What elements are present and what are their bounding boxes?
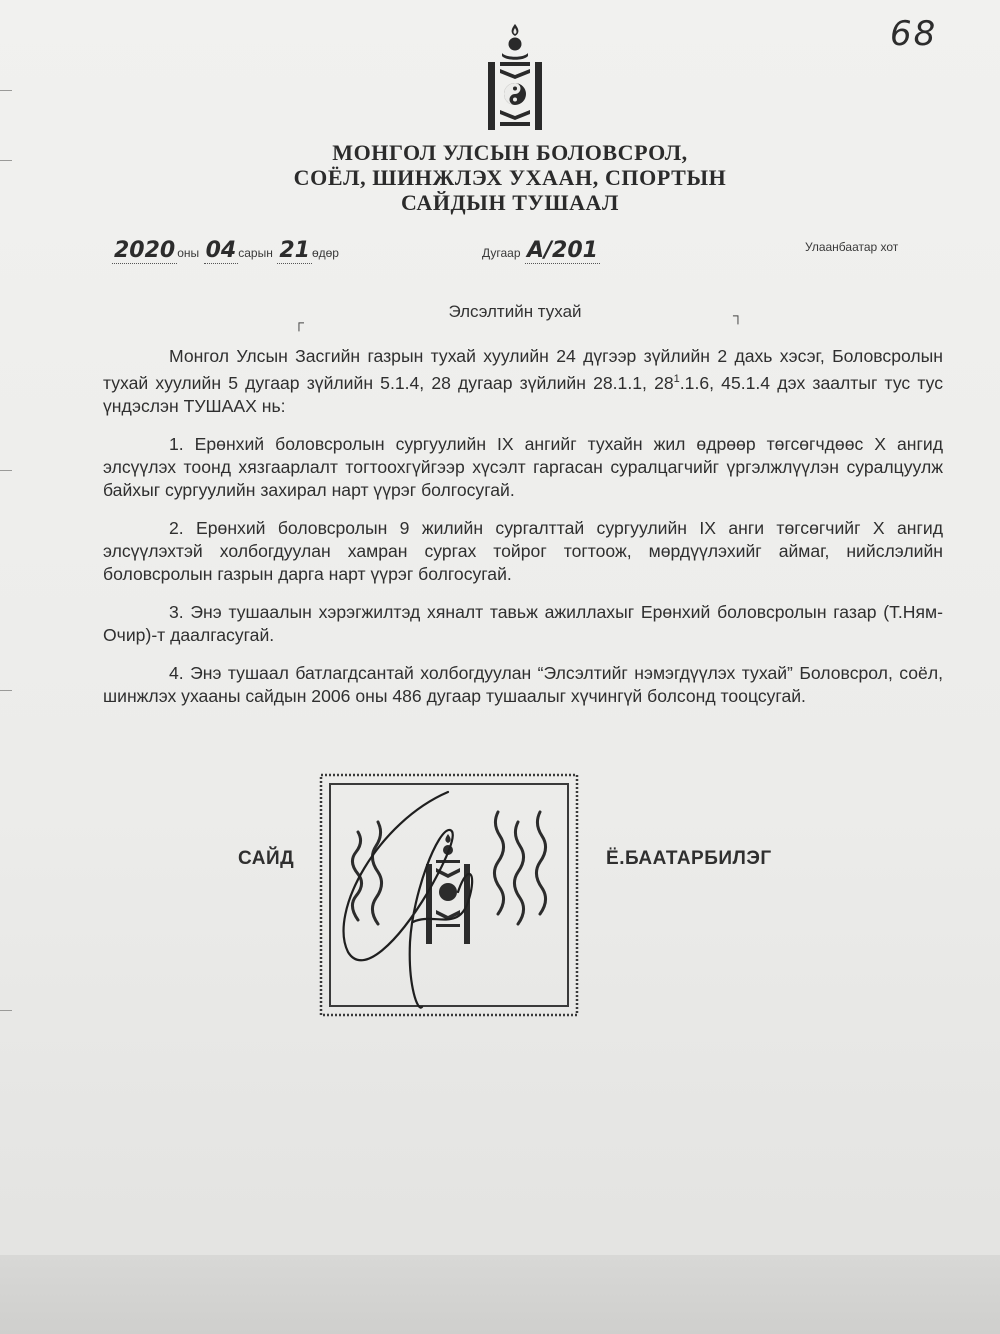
preamble-line: .1.6, 45.1.4 дэх заалтыг тус тус үндэслэн ТУШААХ нь: [103, 372, 944, 416]
order-item: 1. Ерөнхий боловсролын сургуулийн IX ангийг тухайн жил өдрөөр төгсөгчдөөс Х ангид элсүүлэх тоонд хязгаарлалт тогтоохгүйгээр хүсэлт гаргасан суралцагчийг үргэлжлүүлэн суралцуулж байхыг сургуулийн захирал нарт үүрэг болгосугай. [103, 433, 943, 500]
header-line: СОЁЛ, ШИНЖЛЭХ УХААН, СПОРТЫН [293, 165, 727, 190]
left-corner-mark: ┌ [294, 314, 304, 330]
date-month: 04 [205, 238, 237, 263]
preamble-line: Боловсролын тухай хуулийн 5 дугаар зүйлийн 5.1.4, 28 дугаар зүйлийн 28.1.1, [103, 346, 944, 393]
binder-mark [0, 690, 12, 691]
preamble [103, 345, 943, 418]
signer-name: Ё.БААТАРБИЛЭГ [606, 848, 772, 869]
signer-title: САЙД [238, 848, 295, 869]
official-seal-icon [318, 772, 580, 1018]
order-item: 3. Энэ тушаалын хэрэгжилтэд хяналт тавьж ажиллахыг Ерөнхий боловсролын газар (Т.Ням-Очир)-т даалгасугай. [103, 601, 943, 645]
header-line: МОНГОЛ УЛСЫН БОЛОВСРОЛ, [332, 140, 688, 165]
preamble-line: Монгол Улсын Засгийн газрын тухай хуулийн 24 дүгээр зүйлийн 2 дахь хэсэг, [169, 346, 825, 366]
order-item: 4. Энэ тушаал батлагдсантай холбогдуулан “Элсэлтийг нэмэгдүүлэх тухай” Боловсрол, соёл, шинжлэх ухааны сайдын 2006 оны 486 дугаар тушаалыг хүчингүй болсонд тооцсугай. [103, 662, 943, 706]
number-label: Дугаар [482, 246, 521, 260]
binder-mark [0, 160, 12, 161]
right-corner-mark: ┐ [733, 307, 743, 323]
preamble-line: 28 [654, 372, 674, 393]
day-label: өдөр [311, 246, 339, 260]
binder-mark [0, 470, 12, 471]
page-number: 68 [890, 14, 938, 54]
binder-mark [0, 90, 12, 91]
order-item: 2. Ерөнхий боловсролын 9 жилийн сургалттай сургуулийн IX анги төгсөгчийг Х ангид элсүүлэхтэй холбогдуулан хамран сургах тойрог тогтоож, мөрдүүлэхийг аймаг, нийслэлийн боловсролын газрын дарга нарт үүрэг болгосугай. [103, 517, 943, 584]
scan-shadow [0, 1255, 1000, 1334]
order-number [482, 238, 600, 268]
date-day: 21 [279, 238, 310, 263]
month-label: сарын [238, 246, 273, 260]
binder-mark [0, 1010, 12, 1011]
order-date [112, 238, 339, 268]
order-subject: Элсэлтийн тухай [448, 302, 582, 321]
date-year: 2020 [114, 238, 176, 263]
soyombo-emblem-icon [478, 22, 552, 134]
year-label: оны [177, 246, 200, 260]
superscript: 1 [673, 373, 680, 385]
number-value: А/201 [526, 238, 598, 263]
order-body [103, 345, 943, 723]
header-line: САЙДЫН ТУШААЛ [400, 190, 620, 215]
city: Улаанбаатар хот [805, 240, 899, 254]
ministry-header [250, 140, 770, 215]
